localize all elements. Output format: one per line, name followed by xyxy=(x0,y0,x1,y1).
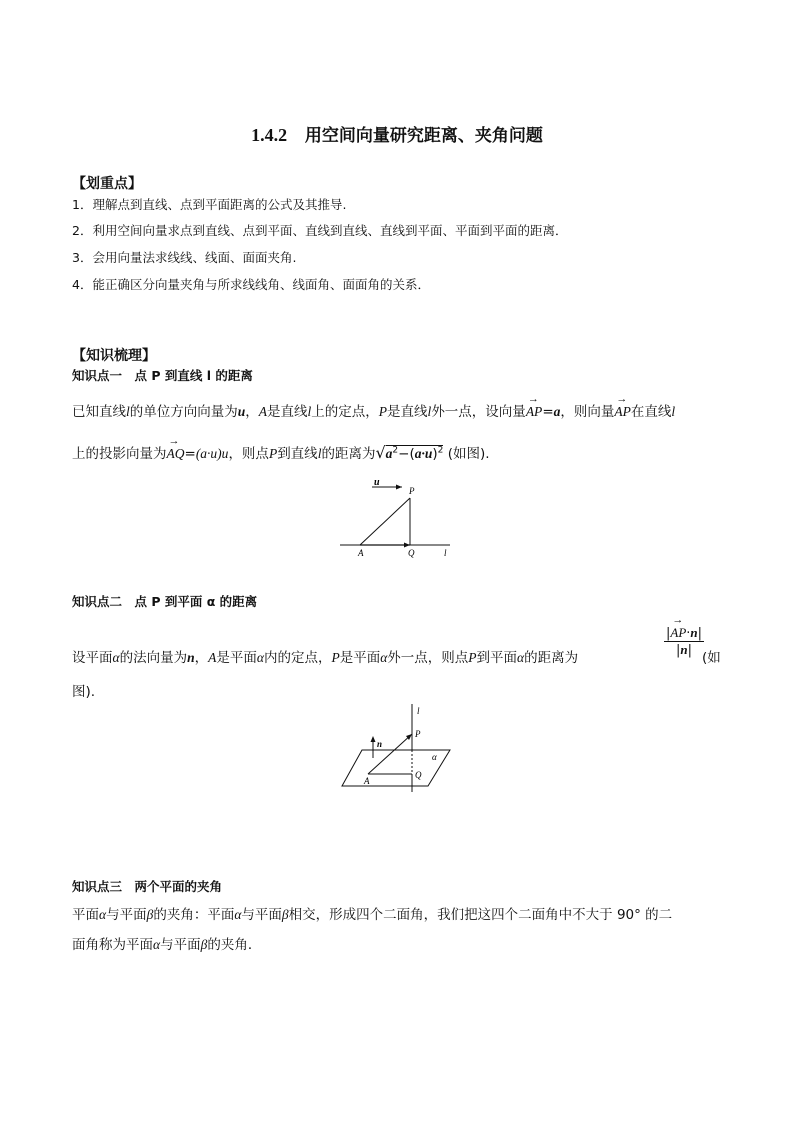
vector-AQ: → AQ xyxy=(167,446,185,462)
focus-item-4: 4．能正确区分向量夹角与所求线线角、线面角、面面角的关系． xyxy=(72,277,430,292)
kp3-line-2: 面角称为平面α与平面β的夹角． xyxy=(72,937,262,953)
kp3-heading: 知识点三 两个平面的夹角 xyxy=(72,879,223,894)
label-l: l xyxy=(444,548,447,558)
kp1-line-2: 上的投影向量为→ AQ=(a·u)u，则点P到直线l的距离为$√a^2-(a\cdot u)^2$ (如图). xyxy=(72,442,490,462)
label-Q: Q xyxy=(415,770,422,780)
distance-fraction: $\frac{|\to AP\cdot n|}{|n|}$ xyxy=(664,625,704,658)
label-A: A xyxy=(364,776,370,786)
knowledge-heading: 【知识梳理】 xyxy=(72,348,156,364)
label-P: P xyxy=(415,729,421,739)
label-u: u xyxy=(374,477,380,488)
page-title xyxy=(0,121,794,146)
label-n: n xyxy=(377,739,383,749)
label-Q: Q xyxy=(408,548,415,558)
kp2-line-1: 设平面α的法向量为n，A是平面α内的定点，P是平面α外一点，则点P到平面α的距离为 xyxy=(72,650,579,666)
label-alpha: α xyxy=(432,752,437,762)
kp2-line-1-end: (如 xyxy=(702,650,721,666)
vector-AP: → AP xyxy=(526,404,543,420)
label-P: P xyxy=(409,486,415,496)
kp3-line-1: 平面α与平面β的夹角：平面α与平面β相交，形成四个二面角，我们把这四个二面角中不大于 90° 的二 xyxy=(72,907,673,923)
focus-item-3: 3．会用向量法求线线、线面、面面夹角. xyxy=(72,250,297,265)
figure-point-to-plane xyxy=(340,702,460,794)
focus-item-2: 2．利用空间向量求点到直线、点到平面、直线到直线、直线到平面、平面到平面的距离． xyxy=(72,223,568,238)
kp1-heading: 知识点一 点 P 到直线 l 的距离 xyxy=(72,368,253,383)
focus-heading: 【划重点】 xyxy=(72,176,142,192)
vector-AP: → AP xyxy=(614,404,631,420)
title-text: 用空间向量研究距离、夹角问题 xyxy=(304,126,543,146)
kp2-line-2: 图). xyxy=(72,684,96,700)
label-A: A xyxy=(358,548,364,558)
kp2-heading: 知识点二 点 P 到平面 α 的距离 xyxy=(72,594,258,609)
title-number: 1.4.2 xyxy=(251,125,288,145)
label-l: l xyxy=(417,706,420,716)
figure-point-to-line xyxy=(340,475,460,560)
kp1-line-1: 已知直线l的单位方向向量为u，A是直线l上的定点，P是直线l外一点，设向量→ AP=a，则向量→ AP在直线l xyxy=(72,400,675,420)
focus-item-1: 1．理解点到直线、点到平面距离的公式及其推导. xyxy=(72,197,347,212)
sqrt-icon: √ xyxy=(375,443,386,462)
